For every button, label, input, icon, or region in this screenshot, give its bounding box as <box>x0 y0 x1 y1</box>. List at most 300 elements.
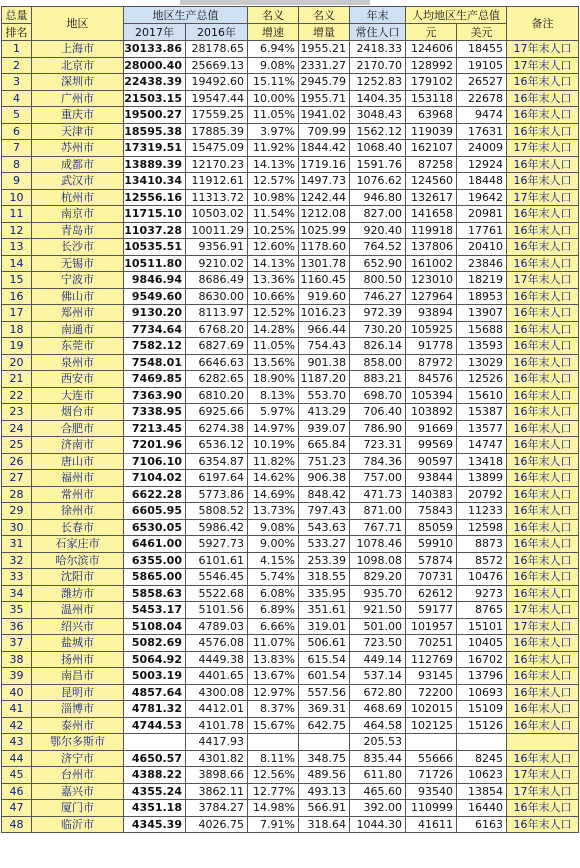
growth-cell: 4.15% <box>248 552 299 569</box>
city-cell: 北京市 <box>32 57 124 74</box>
table-row <box>2 816 579 833</box>
table-row <box>2 717 579 734</box>
city-cell: 大连市 <box>32 387 124 404</box>
increment-cell: 848.42 <box>299 486 350 503</box>
gdp-2016-cell: 17559.25 <box>186 107 248 124</box>
city-cell: 唐山市 <box>32 453 124 470</box>
growth-cell: 12.52% <box>248 305 299 322</box>
note-cell: 16年末人口 <box>507 800 579 817</box>
growth-cell: 5.97% <box>248 404 299 421</box>
rank-cell: 16 <box>2 288 32 305</box>
growth-cell: 12.60% <box>248 239 299 256</box>
increment-cell: 966.44 <box>299 321 350 338</box>
percap-yuan-cell: 119039 <box>406 123 457 140</box>
rank-cell: 20 <box>2 354 32 371</box>
growth-cell: 10.66% <box>248 288 299 305</box>
city-cell: 成都市 <box>32 156 124 173</box>
growth-cell: 13.67% <box>248 668 299 685</box>
gdp-2017-cell: 4345.39 <box>124 816 186 833</box>
percap-yuan-cell: 119918 <box>406 222 457 239</box>
percap-yuan-cell: 55666 <box>406 750 457 767</box>
table-row <box>2 404 579 421</box>
percap-yuan-cell: 71726 <box>406 767 457 784</box>
gdp-2016-cell: 5808.52 <box>186 503 248 520</box>
city-cell: 泉州市 <box>32 354 124 371</box>
percap-yuan-cell: 90597 <box>406 453 457 470</box>
percap-yuan-cell: 91669 <box>406 420 457 437</box>
percap-usd-cell: 13577 <box>457 420 507 437</box>
city-cell: 烟台市 <box>32 404 124 421</box>
rank-cell: 3 <box>2 74 32 91</box>
gdp-2016-cell: 3784.27 <box>186 800 248 817</box>
note-cell: 16年末人口 <box>507 206 579 223</box>
population-cell: 672.80 <box>350 684 406 701</box>
header-note: 备注 <box>507 7 579 41</box>
percap-usd-cell: 13029 <box>457 354 507 371</box>
increment-cell: 906.38 <box>299 470 350 487</box>
table-row <box>2 734 579 751</box>
gdp-2016-cell: 28178.65 <box>186 41 248 58</box>
growth-cell: 6.94% <box>248 41 299 58</box>
gdp-2017-cell: 21503.15 <box>124 90 186 107</box>
growth-cell: 14.69% <box>248 486 299 503</box>
growth-cell: 11.82% <box>248 453 299 470</box>
percap-yuan-cell: 112769 <box>406 651 457 668</box>
gdp-2016-cell: 4417.93 <box>186 734 248 751</box>
gdp-2017-cell: 19500.27 <box>124 107 186 124</box>
rank-cell: 12 <box>2 222 32 239</box>
note-cell: 16年末人口 <box>507 90 579 107</box>
rank-cell: 35 <box>2 602 32 619</box>
table-row <box>2 321 579 338</box>
note-cell: 16年末人口 <box>507 552 579 569</box>
increment-cell: 797.43 <box>299 503 350 520</box>
growth-cell: 13.73% <box>248 503 299 520</box>
increment-cell: 939.07 <box>299 420 350 437</box>
percap-yuan-cell: 57874 <box>406 552 457 569</box>
growth-cell: 8.11% <box>248 750 299 767</box>
increment-cell: 1212.08 <box>299 206 350 223</box>
percap-yuan-cell: 59177 <box>406 602 457 619</box>
percap-yuan-cell: 179102 <box>406 74 457 91</box>
rank-cell: 41 <box>2 701 32 718</box>
city-cell: 长春市 <box>32 519 124 536</box>
percap-yuan-cell: 161002 <box>406 255 457 272</box>
note-cell: 16年末人口 <box>507 156 579 173</box>
growth-cell: 9.08% <box>248 57 299 74</box>
gdp-2016-cell: 4449.38 <box>186 651 248 668</box>
rank-cell: 43 <box>2 734 32 751</box>
rank-cell: 24 <box>2 420 32 437</box>
city-cell: 宁波市 <box>32 272 124 289</box>
note-cell: 16年末人口 <box>507 635 579 652</box>
gdp-2017-cell: 5108.04 <box>124 618 186 635</box>
note-cell: 16年末人口 <box>507 453 579 470</box>
percap-yuan-cell: 93540 <box>406 783 457 800</box>
rank-cell: 33 <box>2 569 32 586</box>
table-row <box>2 140 579 157</box>
rank-cell: 5 <box>2 107 32 124</box>
population-cell: 1068.40 <box>350 140 406 157</box>
note-cell: 16年末人口 <box>507 288 579 305</box>
rank-cell: 6 <box>2 123 32 140</box>
growth-cell: 11.92% <box>248 140 299 157</box>
increment-cell: 1178.60 <box>299 239 350 256</box>
percap-yuan-cell: 70251 <box>406 635 457 652</box>
gdp-2016-cell: 4301.82 <box>186 750 248 767</box>
population-cell: 757.00 <box>350 470 406 487</box>
gdp-2016-cell: 9356.91 <box>186 239 248 256</box>
city-cell: 天津市 <box>32 123 124 140</box>
gdp-2017-cell: 6530.05 <box>124 519 186 536</box>
percap-usd-cell: 13907 <box>457 305 507 322</box>
growth-cell: 8.37% <box>248 701 299 718</box>
increment-cell: 1301.78 <box>299 255 350 272</box>
table-row <box>2 651 579 668</box>
gdp-2017-cell: 13889.39 <box>124 156 186 173</box>
gdp-2017-cell: 18595.38 <box>124 123 186 140</box>
gdp-2017-cell: 11715.10 <box>124 206 186 223</box>
gdp-2017-cell: 5453.17 <box>124 602 186 619</box>
percap-usd-cell: 26527 <box>457 74 507 91</box>
note-cell: 16年末人口 <box>507 750 579 767</box>
note-cell: 16年末人口 <box>507 437 579 454</box>
percap-usd-cell: 10405 <box>457 635 507 652</box>
growth-cell: 10.00% <box>248 90 299 107</box>
population-cell: 205.53 <box>350 734 406 751</box>
population-cell: 946.80 <box>350 189 406 206</box>
percap-usd-cell: 17761 <box>457 222 507 239</box>
gdp-2017-cell: 9549.60 <box>124 288 186 305</box>
rank-cell: 40 <box>2 684 32 701</box>
increment-cell: 533.27 <box>299 536 350 553</box>
population-cell: 468.69 <box>350 701 406 718</box>
note-cell: 17年末人口 <box>507 140 579 157</box>
header-percap-yuan: 元 <box>406 24 457 41</box>
gdp-2017-cell: 7469.85 <box>124 371 186 388</box>
rank-cell: 31 <box>2 536 32 553</box>
percap-usd-cell: 18455 <box>457 41 507 58</box>
city-cell: 济南市 <box>32 437 124 454</box>
increment-cell: 1497.73 <box>299 173 350 190</box>
gdp-2016-cell: 8113.97 <box>186 305 248 322</box>
population-cell: 1044.30 <box>350 816 406 833</box>
table-row <box>2 239 579 256</box>
percap-yuan-cell: 124560 <box>406 173 457 190</box>
gdp-2016-cell: 25669.13 <box>186 57 248 74</box>
growth-cell: 13.56% <box>248 354 299 371</box>
increment-cell: 1160.45 <box>299 272 350 289</box>
percap-yuan-cell: 137806 <box>406 239 457 256</box>
increment-cell: 1955.21 <box>299 41 350 58</box>
population-cell: 1562.12 <box>350 123 406 140</box>
table-row <box>2 288 579 305</box>
rank-cell: 14 <box>2 255 32 272</box>
increment-cell: 553.70 <box>299 387 350 404</box>
city-cell: 绍兴市 <box>32 618 124 635</box>
growth-cell: 9.08% <box>248 519 299 536</box>
growth-cell: 13.83% <box>248 651 299 668</box>
population-cell: 921.50 <box>350 602 406 619</box>
gdp-2016-cell: 6646.63 <box>186 354 248 371</box>
gdp-2016-cell: 12170.23 <box>186 156 248 173</box>
table-row <box>2 255 579 272</box>
percap-usd-cell: 16702 <box>457 651 507 668</box>
table-row <box>2 420 579 437</box>
population-cell: 767.71 <box>350 519 406 536</box>
population-cell: 835.44 <box>350 750 406 767</box>
growth-cell: 14.98% <box>248 800 299 817</box>
gdp-2017-cell: 4355.24 <box>124 783 186 800</box>
note-cell: 17年末人口 <box>507 41 579 58</box>
table-row <box>2 272 579 289</box>
rank-cell: 19 <box>2 338 32 355</box>
header-incr-bottom: 增量 <box>299 24 350 41</box>
gdp-2016-cell: 5773.86 <box>186 486 248 503</box>
percap-yuan-cell: 140383 <box>406 486 457 503</box>
city-cell: 南昌市 <box>32 668 124 685</box>
note-cell: 16年末人口 <box>507 74 579 91</box>
population-cell: 723.31 <box>350 437 406 454</box>
growth-cell: 7.91% <box>248 816 299 833</box>
note-cell: 16年末人口 <box>507 717 579 734</box>
note-cell <box>507 734 579 751</box>
note-cell: 16年末人口 <box>507 651 579 668</box>
growth-cell: 11.05% <box>248 107 299 124</box>
increment-cell: 348.75 <box>299 750 350 767</box>
table-row <box>2 354 579 371</box>
percap-usd-cell: 24009 <box>457 140 507 157</box>
increment-cell: 2945.79 <box>299 74 350 91</box>
increment-cell: 253.39 <box>299 552 350 569</box>
population-cell: 746.27 <box>350 288 406 305</box>
percap-usd-cell: 11233 <box>457 503 507 520</box>
population-cell: 1098.08 <box>350 552 406 569</box>
city-cell: 盐城市 <box>32 635 124 652</box>
note-cell: 16年末人口 <box>507 569 579 586</box>
percap-yuan-cell: 103892 <box>406 404 457 421</box>
table-body <box>2 41 579 833</box>
percap-usd-cell: 12526 <box>457 371 507 388</box>
gdp-2017-cell: 6461.00 <box>124 536 186 553</box>
table-row <box>2 437 579 454</box>
header-incr-top: 名义 <box>299 7 350 24</box>
city-cell: 武汉市 <box>32 173 124 190</box>
city-cell: 嘉兴市 <box>32 783 124 800</box>
gdp-2017-cell: 7734.64 <box>124 321 186 338</box>
percap-yuan-cell: 110999 <box>406 800 457 817</box>
gdp-2017-cell: 7213.45 <box>124 420 186 437</box>
note-cell: 16年末人口 <box>507 305 579 322</box>
population-cell: 3048.43 <box>350 107 406 124</box>
city-cell: 合肥市 <box>32 420 124 437</box>
population-cell: 935.70 <box>350 585 406 602</box>
rank-cell: 18 <box>2 321 32 338</box>
population-cell: 730.20 <box>350 321 406 338</box>
table-row <box>2 585 579 602</box>
gdp-2017-cell: 9846.94 <box>124 272 186 289</box>
percap-usd-cell: 13796 <box>457 668 507 685</box>
note-cell: 16年末人口 <box>507 684 579 701</box>
city-cell: 南京市 <box>32 206 124 223</box>
increment-cell: 751.23 <box>299 453 350 470</box>
gdp-2017-cell: 5082.69 <box>124 635 186 652</box>
population-cell: 826.14 <box>350 338 406 355</box>
increment-cell: 1941.02 <box>299 107 350 124</box>
gdp-2016-cell: 6282.65 <box>186 371 248 388</box>
header-region: 地区 <box>32 7 124 41</box>
city-cell: 泰州市 <box>32 717 124 734</box>
population-cell: 829.20 <box>350 569 406 586</box>
increment-cell: 566.91 <box>299 800 350 817</box>
increment-cell: 919.60 <box>299 288 350 305</box>
gdp-2017-cell: 17319.51 <box>124 140 186 157</box>
percap-yuan-cell: 93844 <box>406 470 457 487</box>
increment-cell: 642.75 <box>299 717 350 734</box>
note-cell: 17年末人口 <box>507 618 579 635</box>
table-row <box>2 371 579 388</box>
gdp-2016-cell: 5522.68 <box>186 585 248 602</box>
city-cell: 温州市 <box>32 602 124 619</box>
table-row <box>2 470 579 487</box>
percap-yuan-cell: 87972 <box>406 354 457 371</box>
population-cell: 786.90 <box>350 420 406 437</box>
note-cell: 16年末人口 <box>507 354 579 371</box>
gdp-2017-cell: 9130.20 <box>124 305 186 322</box>
rank-cell: 8 <box>2 156 32 173</box>
rank-cell: 42 <box>2 717 32 734</box>
increment-cell: 335.95 <box>299 585 350 602</box>
percap-yuan-cell: 153118 <box>406 90 457 107</box>
gdp-2016-cell: 6274.38 <box>186 420 248 437</box>
gdp-2016-cell: 11912.61 <box>186 173 248 190</box>
rank-cell: 38 <box>2 651 32 668</box>
table-row <box>2 767 579 784</box>
population-cell: 2170.70 <box>350 57 406 74</box>
city-cell: 厦门市 <box>32 800 124 817</box>
percap-usd-cell: 8245 <box>457 750 507 767</box>
city-cell: 青岛市 <box>32 222 124 239</box>
city-cell: 无锡市 <box>32 255 124 272</box>
header-percap-usd: 美元 <box>457 24 507 41</box>
rank-cell: 13 <box>2 239 32 256</box>
city-cell: 福州市 <box>32 470 124 487</box>
table-row <box>2 90 579 107</box>
table-row <box>2 338 579 355</box>
gdp-2016-cell: 4412.01 <box>186 701 248 718</box>
rank-cell: 25 <box>2 437 32 454</box>
header-gdp-2016: 2016年 <box>186 24 248 41</box>
gdp-2016-cell: 19547.44 <box>186 90 248 107</box>
population-cell: 464.58 <box>350 717 406 734</box>
table-row <box>2 536 579 553</box>
percap-usd-cell: 20981 <box>457 206 507 223</box>
percap-yuan-cell: 127964 <box>406 288 457 305</box>
growth-cell: 14.13% <box>248 255 299 272</box>
table-row <box>2 74 579 91</box>
gdp-2017-cell: 4744.53 <box>124 717 186 734</box>
percap-usd-cell <box>457 734 507 751</box>
percap-yuan-cell: 105925 <box>406 321 457 338</box>
growth-cell: 12.57% <box>248 173 299 190</box>
percap-usd-cell: 15610 <box>457 387 507 404</box>
increment-cell: 901.38 <box>299 354 350 371</box>
gdp-2016-cell: 6197.64 <box>186 470 248 487</box>
population-cell: 652.90 <box>350 255 406 272</box>
population-cell: 764.52 <box>350 239 406 256</box>
gdp-2016-cell: 19492.60 <box>186 74 248 91</box>
city-cell: 临沂市 <box>32 816 124 833</box>
rank-cell: 17 <box>2 305 32 322</box>
growth-cell: 14.28% <box>248 321 299 338</box>
population-cell: 465.60 <box>350 783 406 800</box>
increment-cell: 1242.44 <box>299 189 350 206</box>
growth-cell: 11.07% <box>248 635 299 652</box>
growth-cell: 12.77% <box>248 783 299 800</box>
gdp-2017-cell: 28000.40 <box>124 57 186 74</box>
percap-yuan-cell: 59910 <box>406 536 457 553</box>
percap-usd-cell: 6163 <box>457 816 507 833</box>
percap-usd-cell: 18448 <box>457 173 507 190</box>
gdp-2016-cell: 6354.87 <box>186 453 248 470</box>
percap-usd-cell: 12924 <box>457 156 507 173</box>
percap-usd-cell: 20410 <box>457 239 507 256</box>
percap-usd-cell: 8873 <box>457 536 507 553</box>
population-cell: 611.80 <box>350 767 406 784</box>
gdp-2016-cell: 4101.78 <box>186 717 248 734</box>
rank-cell: 22 <box>2 387 32 404</box>
increment-cell: 1844.42 <box>299 140 350 157</box>
population-cell: 471.73 <box>350 486 406 503</box>
rank-cell: 37 <box>2 635 32 652</box>
population-cell: 1404.35 <box>350 90 406 107</box>
table-row <box>2 783 579 800</box>
increment-cell: 318.55 <box>299 569 350 586</box>
gdp-2017-cell: 6605.95 <box>124 503 186 520</box>
city-cell: 沈阳市 <box>32 569 124 586</box>
city-cell: 苏州市 <box>32 140 124 157</box>
percap-usd-cell: 17631 <box>457 123 507 140</box>
note-cell: 16年末人口 <box>507 668 579 685</box>
rank-cell: 30 <box>2 519 32 536</box>
gdp-2016-cell: 11313.72 <box>186 189 248 206</box>
gdp-2016-cell: 4789.03 <box>186 618 248 635</box>
growth-cell: 15.11% <box>248 74 299 91</box>
increment-cell: 319.01 <box>299 618 350 635</box>
gdp-2016-cell: 5546.45 <box>186 569 248 586</box>
gdp-2017-cell: 4351.18 <box>124 800 186 817</box>
growth-cell: 3.97% <box>248 123 299 140</box>
growth-cell: 8.13% <box>248 387 299 404</box>
increment-cell: 543.63 <box>299 519 350 536</box>
note-cell: 16年末人口 <box>507 404 579 421</box>
city-cell: 鄂尔多斯市 <box>32 734 124 751</box>
gdp-2017-cell: 10511.80 <box>124 255 186 272</box>
rank-cell: 1 <box>2 41 32 58</box>
rank-cell: 39 <box>2 668 32 685</box>
growth-cell: 14.62% <box>248 470 299 487</box>
growth-cell: 12.56% <box>248 767 299 784</box>
increment-cell: 493.13 <box>299 783 350 800</box>
increment-cell: 1187.20 <box>299 371 350 388</box>
note-cell: 17年末人口 <box>507 57 579 74</box>
rank-cell: 36 <box>2 618 32 635</box>
growth-cell: 12.97% <box>248 684 299 701</box>
header-gdp: 地区生产总值 <box>124 7 248 24</box>
percap-yuan-cell: 102125 <box>406 717 457 734</box>
percap-usd-cell: 15688 <box>457 321 507 338</box>
percap-yuan-cell: 128992 <box>406 57 457 74</box>
